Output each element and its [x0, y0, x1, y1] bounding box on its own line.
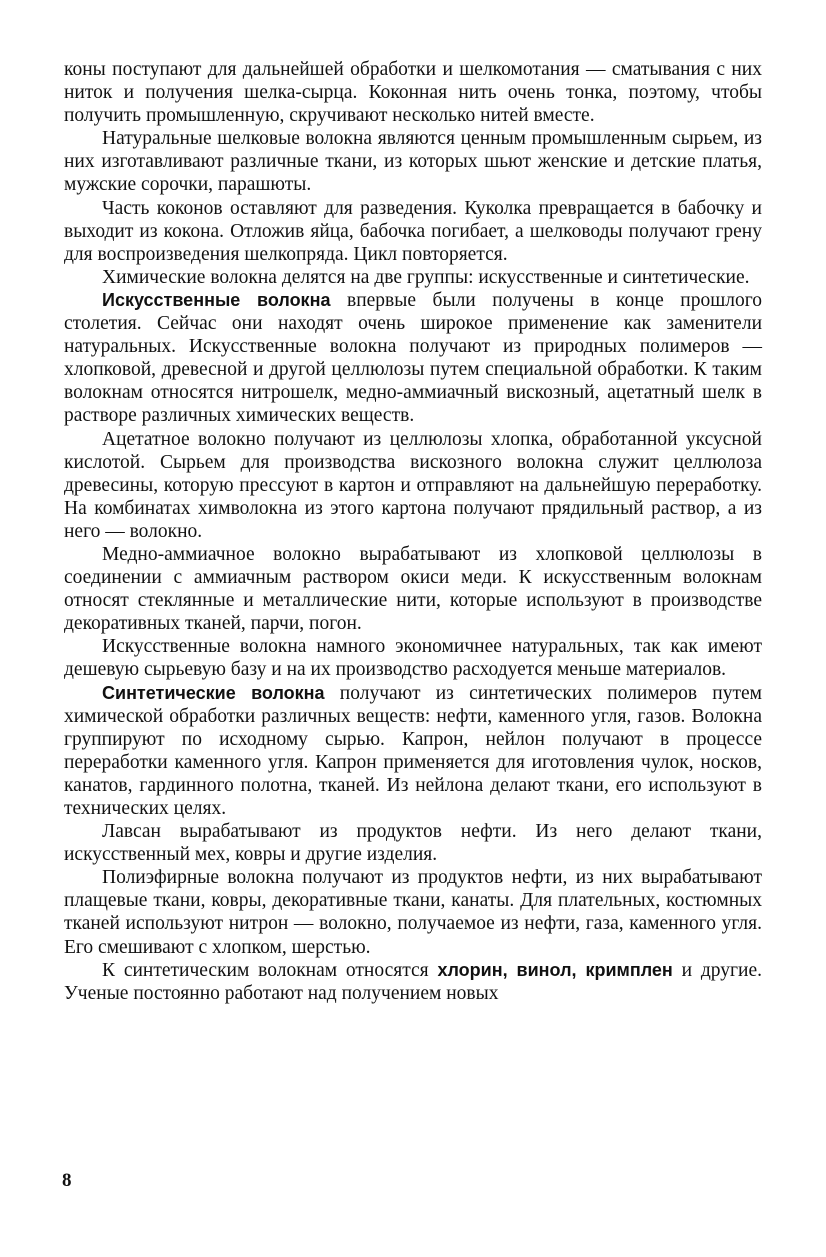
term-synthetic-fibers: Синтетические волокна: [102, 682, 325, 703]
page-text: [64, 58, 762, 1005]
term-synthetic-examples: хлорин, винол, кримплен: [437, 959, 673, 980]
paragraph-1: коны поступают для дальнейшей обработки и шелкомотания — сматывания с них ниток и получения шелка-сырца. Коконная нить очень тонка, поэтому, чтобы получить промышленную, скручивают несколько нитей вместе.: [64, 59, 762, 127]
paragraph-3: Часть коконов оставляют для разведения. Куколка превращается в бабочку и выходит из кокона. Отложив яйца, бабочка погибает, а шелководы получают грену для воспроизведения шелкопряда. Цикл повторяется.: [64, 197, 762, 265]
paragraph-12: К синтетическим волокнам относятся хлорин, винол, кримплен и другие. Ученые постоянно работают над получением новых: [64, 959, 762, 1004]
paragraph-5: Искусственные волокна впервые были получены в конце прошлого столетия. Сейчас они находят очень широкое применение как заменители натуральных. Искусственные волокна получают из природных полимеров — хлопковой, древесной и другой целлюлозы путем специальной обработки. К таким волокнам относятся нитрошелк, медно-аммиачный вискозный, ацетатный шелк в растворе различных химических веществ.: [64, 289, 762, 427]
page-number: 8: [62, 1170, 72, 1191]
paragraph-10: Лавсан вырабатывают из продуктов нефти. Из него делают ткани, искусственный мех, ковры и другие изделия.: [64, 821, 762, 866]
paragraph-2: Натуральные шелковые волокна являются ценным промышленным сырьем, из них изготавливают различные ткани, из которых шьют женские и детские платья, мужские сорочки, парашюты.: [64, 128, 762, 196]
paragraph-6: Ацетатное волокно получают из целлюлозы хлопка, обработанной уксусной кислотой. Сырьем для производства вискозного волокна служит целлюлоза древесины, которую прессуют в картон и отправляют на дальнейшую переработку. На комбинатах химволокна из этого картона получают прядильный раствор, а из него — волокно.: [64, 428, 762, 542]
term-artificial-fibers: Искусственные волокна: [102, 289, 331, 310]
paragraph-9: Синтетические волокна получают из синтетических полимеров путем химической обработки различных веществ: нефти, каменного угля, газов. Волокна группируют по исходному сырью. Капрон, нейлон получают в процессе переработки каменного угля. Капрон применяется для иготовления чулок, носков, канатов, гардинного полотна, тканей. Из нейлона делают ткани, его используют в технических целях.: [64, 682, 763, 819]
paragraph-7: Медно-аммиачное волокно вырабатывают из хлопковой целлюлозы в соединении с аммиачным раствором окиси меди. К искусственным волокнам относят стеклянные и металлические нити, которые используют в производстве декоративных тканей, парчи, погон.: [64, 543, 762, 635]
paragraph-8: Искусственные волокна намного экономичнее натуральных, так как имеют дешевую сырьевую базу и на их производство расходуется меньше материалов.: [64, 636, 762, 681]
paragraph-11: Полиэфирные волокна получают из продуктов нефти, из них вырабатывают плащевые ткани, ковры, декоративные ткани, канаты. Для плательных, костюмных тканей используют нитрон — волокно, получаемое из нефти, газа, каменного угля. Его смешивают с хлопком, шерстью.: [64, 867, 762, 958]
paragraph-4: Химические волокна делятся на две группы: искусственные и синтетические.: [102, 266, 750, 288]
